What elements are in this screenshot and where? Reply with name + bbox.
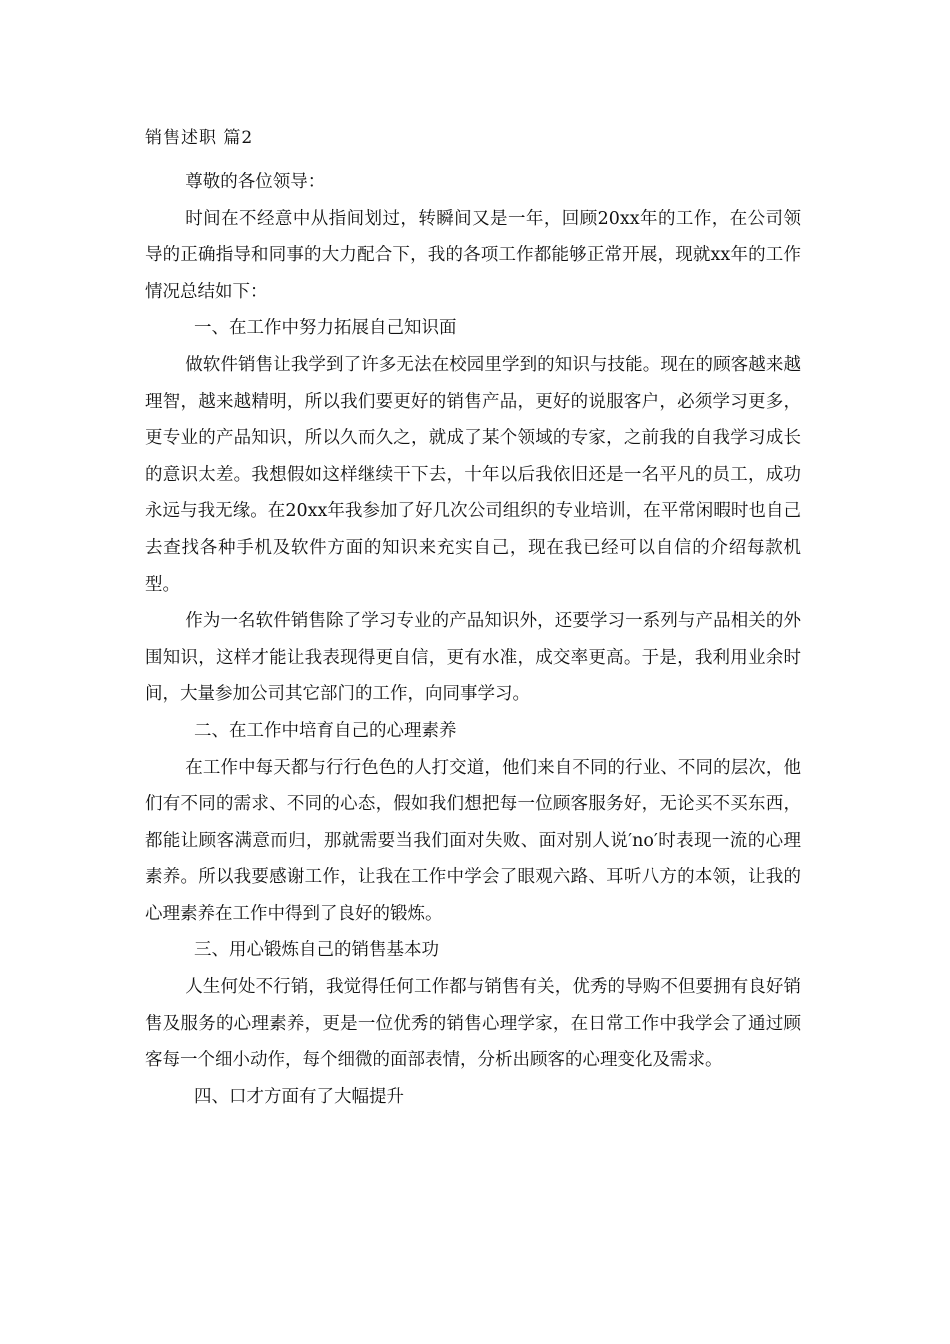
section-1-heading: 一、在工作中努力拓展自己知识面 (194, 318, 457, 339)
document-body (145, 164, 801, 1115)
intro-paragraph: 时间在不经意中从指间划过，转瞬间又是一年，回顾20xx年的工作，在公司领导的正确指导和同事的大力配合下，我的各项工作都能够正常开展，现就xx年的工作情况总结如下： (145, 208, 801, 302)
salutation: 尊敬的各位领导： (185, 172, 326, 192)
document-title: 销售述职 篇2 (145, 128, 254, 148)
section-3-paragraph-1: 人生何处不行销，我觉得任何工作都与销售有关，优秀的导购不但要拥有良好销售及服务的心理素养，更是一位优秀的销售心理学家，在日常工作中我学会了通过顾客每一个细小动作，每个细微的面部表情，分析出顾客的心理变化及需求。 (145, 977, 801, 1071)
section-3-heading: 三、用心锻炼自己的销售基本功 (194, 940, 439, 961)
section-2-heading: 二、在工作中培育自己的心理素养 (194, 720, 457, 741)
section-4-heading: 四、口才方面有了大幅提升 (194, 1086, 404, 1107)
section-1-paragraph-1: 做软件销售让我学到了许多无法在校园里学到的知识与技能。现在的顾客越来越理智，越来越精明，所以我们要更好的销售产品，更好的说服客户，必须学习更多，更专业的产品知识，所以久而久之，就成了某个领域的专家，之前我的自我学习成长的意识太差。我想假如这样继续干下去，十年以后我依旧还是一名平凡的员工，成功永远与我无缘。在20xx年我参加了好几次公司组织的专业培训，在平常闲暇时也自己去查找各种手机及软件方面的知识来充实自己，现在我已经可以自信的介绍每款机型。 (145, 354, 801, 595)
section-2-paragraph-1: 在工作中每天都与行行色色的人打交道，他们来自不同的行业、不同的层次，他们有不同的需求、不同的心态，假如我们想把每一位顾客服务好，无论买不买东西，都能让顾客满意而归，那就需要当我们面对失败、面对别人说′no′时表现一流的心理素养。所以我要感谢工作，让我在工作中学会了眼观六路、耳听八方的本领，让我的心理素养在工作中得到了良好的锻炼。 (145, 757, 801, 924)
section-1-paragraph-2: 作为一名软件销售除了学习专业的产品知识外，还要学习一系列与产品相关的外围知识，这样才能让我表现得更自信，更有水准，成交率更高。于是，我利用业余时间，大量参加公司其它部门的工作，向同事学习。 (145, 611, 801, 705)
